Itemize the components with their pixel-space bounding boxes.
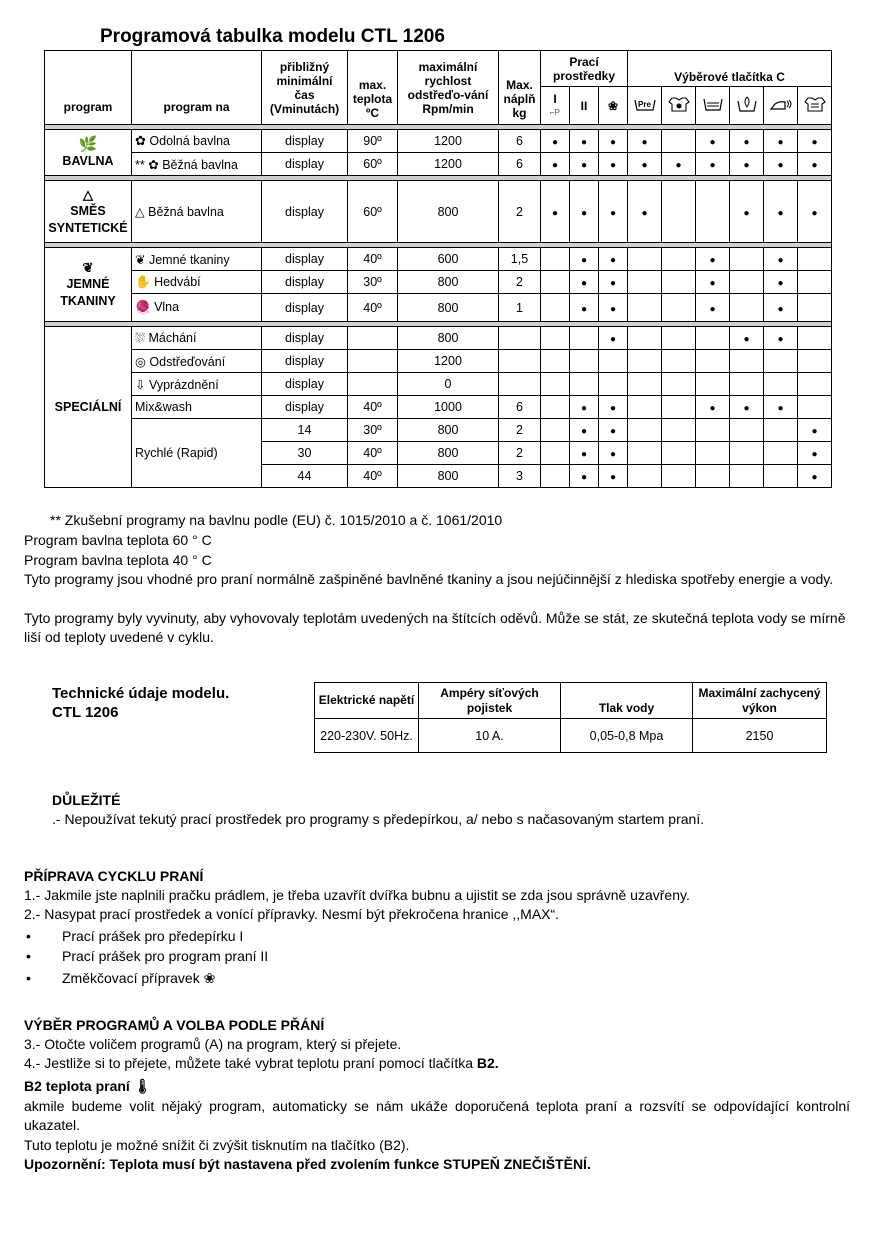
group-specialni: SPECIÁLNÍ <box>45 327 132 488</box>
program-table: program program na přibližný minimální čas (Vminutách) max. teplota ºC maximální rychlost odstřeďo-vání Rpm/min Max. náplň kg Prací prostředky Výběrové tlačítka C I ⌐P II ❀ Pre 🌿 BAVLNA ✿ Odolná bavlna display 90º 1200 6 ● ● ● ● ● ● ● ● ** ✿ Běžná bavlna display 60º 1200 6 ● ● ● ● ● ● ● ● ● △ SMĚS SYNTETICKÉ △ Běžná bavlna display 60º 800 2 ● ● ● ● ● ● ● ❦ JEMNÉ TKANINY ❦ Jemné tkaniny display 40º 600 1,5 ● ● ● ● ✋ Hedvábí display 30º 800 2 ● ● ● ● 🧶 Vlna display 40º 800 1 ● ● ● ● SPECIÁLNÍ ⛆ Máchání display 800 ● ● ● ◎ Odstřeďování display 1200 ⇩ Vyprázdnění display 0 Mix&wash display 40º 1000 6 ● ● ● ● ● Rychlé (Rapid) 14 30º 800 2 ● ● ● 30 40º 800 2 ● ● ● 44 40º 800 3 ● ● ● <box>44 50 832 488</box>
option-dot <box>599 465 628 488</box>
prewash-icon <box>628 87 662 125</box>
header-program-na: program na <box>132 51 262 125</box>
option-dot <box>570 181 599 243</box>
note-cotton-40: Program bavlna teplota 40 ° C <box>24 552 212 568</box>
easy-iron-icon <box>764 87 798 125</box>
select-title: VÝBĚR PROGRAMŮ A VOLBA PODLE PŘÁNÍ <box>24 1017 325 1033</box>
cotton-icon: ✿ <box>135 133 146 148</box>
prep-step-1: 1.- Jakmile jste naplnili pračku prádlem, je třeba uzavřít dvířka bubnu a ujistit se zda jsou správně uzavřeny. <box>24 887 690 903</box>
b2-title: B2 teplota praní 🌡 <box>24 1078 152 1094</box>
program-row-name: ✋ Hedvábí <box>132 271 262 294</box>
page-title: Programová tabulka modelu CTL 1206 <box>100 26 445 47</box>
warning: Upozornění: Teplota musí být nastavena před zvolením funkce STUPEŇ ZNEČIŠTĚNÍ. <box>24 1156 591 1172</box>
header-program: program <box>45 51 132 125</box>
prep-title: PŘÍPRAVA CYCKLU PRANÍ <box>24 868 204 884</box>
option-dot <box>696 130 730 153</box>
option-dot <box>764 327 798 350</box>
option-dot <box>570 294 599 322</box>
cotton-icon: ✿ <box>148 157 159 172</box>
option-dot <box>570 153 599 176</box>
option-dot <box>570 419 599 442</box>
option-dot <box>599 442 628 465</box>
program-row-name: ❦ Jemné tkaniny <box>132 248 262 271</box>
note-efficiency: Tyto programy jsou vhodné pro praní normálně zašpiněné bavlněné tkaniny a jsou nejúčinnější z hlediska spotřeby energie a vody. <box>24 571 834 587</box>
option-dot <box>696 153 730 176</box>
option-dot <box>570 248 599 271</box>
prep-step-2: 2.- Nasypat prací prostředek a vonící přípravky. Nesmí být překročena hranice ,,MAX“. <box>24 906 560 922</box>
program-row-name: Mix&wash <box>132 396 262 419</box>
note-test-programs: ** Zkušební programy na bavlnu podle (EU) č. 1015/2010 a č. 1061/2010 <box>50 512 503 528</box>
program-row-name: △ Běžná bavlna <box>132 181 262 243</box>
option-dot <box>798 181 832 243</box>
delicate-icon: ❦ <box>135 252 146 267</box>
eco-icon <box>730 87 764 125</box>
group-bavlna: 🌿 BAVLNA <box>45 130 132 176</box>
header-speed: maximální rychlost odstřeďo-vání Rpm/min <box>398 51 499 125</box>
synthetic-icon: △ <box>135 205 145 219</box>
option-dot <box>541 130 570 153</box>
bullet: • <box>26 928 31 944</box>
option-dot <box>764 396 798 419</box>
option-dot <box>628 181 662 243</box>
header-detergents: Prací prostředky <box>541 51 628 87</box>
stain-icon <box>662 87 696 125</box>
rinse-icon: ⛆ <box>135 330 146 345</box>
drain-icon: ⇩ <box>135 377 146 392</box>
important-title: DŮLEŽITÉ <box>52 792 121 808</box>
option-dot <box>730 130 764 153</box>
silk-icon: ✋ <box>135 274 151 289</box>
option-dot <box>798 130 832 153</box>
extra-rinse-icon <box>696 87 730 125</box>
bullet: • <box>26 948 31 964</box>
option-dot <box>628 130 662 153</box>
option-dot <box>798 442 832 465</box>
option-dot <box>599 271 628 294</box>
spin-icon: ◎ <box>135 354 146 369</box>
group-smes: △ SMĚS SYNTETICKÉ <box>45 181 132 243</box>
program-row-name: ◎ Odstřeďování <box>132 350 262 373</box>
option-dot <box>599 181 628 243</box>
option-dot <box>541 181 570 243</box>
option-dot <box>599 130 628 153</box>
option-dot <box>570 442 599 465</box>
delay-icon <box>798 87 832 125</box>
option-dot <box>730 396 764 419</box>
option-dot <box>764 130 798 153</box>
program-row-name: ** ✿ Běžná bavlna <box>132 153 262 176</box>
note-cotton-60: Program bavlna teplota 60 ° C <box>24 532 212 548</box>
b2-adjust: Tuto teplotu je možné snížit či zvýšit tisknutím na tlačítko (B2). <box>24 1137 410 1153</box>
tech-label: Technické údaje modelu. CTL 1206 <box>52 685 230 721</box>
option-dot <box>696 396 730 419</box>
option-dot <box>662 153 696 176</box>
program-row-name: Rychlé (Rapid) <box>132 419 262 488</box>
detergent-1: I ⌐P <box>541 87 570 125</box>
option-dot <box>570 130 599 153</box>
tech-table: Elektrické napětí Ampéry síťových pojistek Tlak vody Maximální zachycený výkon 220-230V. 50Hz. 10 A. 0,05-0,8 Mpa 2150 <box>314 682 827 753</box>
softener-icon: ❀ <box>599 87 628 125</box>
prep-bullet-3: Změkčovací přípravek ❀ <box>62 970 216 986</box>
note-temperature: Tyto programy byly vyvinuty, aby vyhovovaly teplotám uvedených na štítcích oděvů. Může se stát, ze skutečná teplota vody se mírně liší od teploty uvedené v cyklu. <box>24 610 846 645</box>
option-dot <box>798 465 832 488</box>
header-load: Max. náplň kg <box>499 51 541 125</box>
option-dot <box>798 153 832 176</box>
option-dot <box>764 271 798 294</box>
option-dot <box>696 294 730 322</box>
prep-bullet-2: Prací prášek pro program praní II <box>62 948 269 964</box>
important-text: .- Nepoužívat tekutý prací prostředek pro programy s předepírkou, a/ nebo s načasovaným startem praní. <box>52 811 705 827</box>
program-row-name: ⛆ Máchání <box>132 327 262 350</box>
temperature-icon: 🌡 <box>133 1078 152 1094</box>
option-dot <box>599 248 628 271</box>
detergent-2: II <box>570 87 599 125</box>
option-dot <box>764 181 798 243</box>
select-step-4: 4.- Jestliže si to přejete, můžete také vybrat teplotu praní pomocí tlačítka B2. <box>24 1055 499 1071</box>
b2-text: akmile budeme volit nějaký program, automaticky se nám ukáže doporučená teplota praní a rozsvítí se odpovídající kontrolní ukazatel. <box>24 1098 850 1133</box>
svg-text:Pre: Pre <box>637 100 651 109</box>
header-buttons: Výběrové tlačítka C <box>628 51 832 87</box>
option-dot <box>570 271 599 294</box>
header-time: přibližný minimální čas (Vminutách) <box>262 51 348 125</box>
prep-bullet-1: Prací prášek pro předepírku I <box>62 928 244 944</box>
option-dot <box>764 248 798 271</box>
option-dot <box>730 327 764 350</box>
option-dot <box>696 248 730 271</box>
group-jemne: ❦ JEMNÉ TKANINY <box>45 248 132 322</box>
program-row-name: ⇩ Vyprázdnění <box>132 373 262 396</box>
option-dot <box>696 271 730 294</box>
option-dot <box>599 327 628 350</box>
option-dot <box>764 153 798 176</box>
option-dot <box>730 181 764 243</box>
option-dot <box>599 396 628 419</box>
header-temp: max. teplota ºC <box>348 51 398 125</box>
option-dot <box>599 419 628 442</box>
program-row-name: ✿ Odolná bavlna <box>132 130 262 153</box>
option-dot <box>570 396 599 419</box>
option-dot <box>764 294 798 322</box>
option-dot <box>570 465 599 488</box>
program-row-name: 🧶 Vlna <box>132 294 262 322</box>
option-dot <box>599 294 628 322</box>
bullet: • <box>26 970 31 986</box>
option-dot <box>730 153 764 176</box>
option-dot <box>628 153 662 176</box>
select-step-3: 3.- Otočte voličem programů (A) na program, který si přejete. <box>24 1036 402 1052</box>
wool-icon: 🧶 <box>135 300 151 314</box>
option-dot <box>541 153 570 176</box>
option-dot <box>798 419 832 442</box>
softener-icon: ❀ <box>203 970 216 986</box>
option-dot <box>599 153 628 176</box>
